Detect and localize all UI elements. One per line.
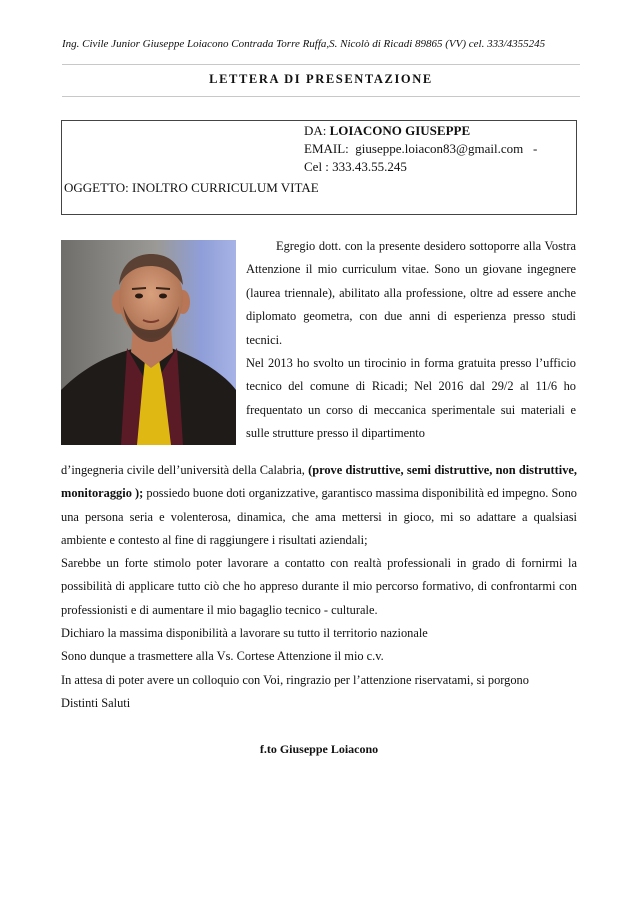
letter-body [61,459,577,715]
da-label: DA: [304,123,327,138]
education-bold-text: (prove distruttive, semi distruttive, non distruttive, monitoraggio ); [61,463,577,501]
signature: f.to Giuseppe Loiacono [259,742,379,756]
skills-text: possiedo buone doti organizzative, garantisco massima disponibilità ed impegno. Sono una persona seria e volenterosa, dinamica, che ama mettersi in gioco, mi so adattare a qualsiasi ambiente e contesto al fine di raggiungere i risultati aziendali; [61,486,577,547]
document-title: LETTERA DI PRESENTAZIONE [209,72,433,86]
top-divider [62,64,580,65]
sender-phone: Cel : 333.43.55.245 [304,159,407,174]
email-label: EMAIL: [304,141,349,156]
portrait-photo [61,240,236,445]
body-salutation: Distinti Saluti [61,695,131,710]
body-cv-note: Sono dunque a trasmettere alla Vs. Cortese Attenzione il mio c.v. [61,649,384,664]
body-paragraph-motivation: Sarebbe un forte stimolo poter lavorare a contatto con realtà professionali in grado di fornirmi la possibilità di applicare tutto ciò che ho appreso durante il mio percorso formativo, di confrontarmi con professionisti e di aumentare il mio bagaglio tecnico - culturale. [61,556,577,617]
sender-block [304,122,537,176]
sender-name: LOIACONO GIUSEPPE [329,123,471,138]
body-closing: In attesa di poter avere un colloquio con Voi, ringrazio per l’attenzione riservatami, si porgono [61,672,529,687]
intro-text [246,235,576,446]
sender-email: giuseppe.loiacon83@gmail.com [355,141,524,156]
letterhead: Ing. Civile Junior Giuseppe Loiacono Contrada Torre Ruffa,S. Nicolò di Ricadi 89865 (VV) cel. 333/4355245 [62,38,546,50]
title-divider [62,96,580,97]
intro-paragraph-1: Egregio dott. con la presente desidero sottoporre alla Vostra Attenzione il mio curriculum vitae. Sono un giovane ingegnere (laurea triennale), abilitato alla professione, oltre ad essere anche diplomato geometra, con due anni di esperienza presso studi tecnici. [246,239,576,347]
subject-line: OGGETTO: INOLTRO CURRICULUM VITAE [64,180,319,195]
intro-paragraph-2: Nel 2013 ho svolto un tirocinio in forma gratuita presso l’ufficio tecnico del comune di Ricadi; Nel 2016 dal 29/2 al 11/6 ho frequentato un corso di meccanica sperimentale sui materiali e sulle strutture presso il dipartimento [246,356,576,441]
body-availability: Dichiaro la massima disponibilità a lavorare su tutto il territorio nazionale [61,626,428,641]
body-paragraph-education [61,459,577,552]
email-suffix: - [532,141,538,156]
education-text: d’ingegneria civile dell’università della Calabria, [61,463,309,477]
